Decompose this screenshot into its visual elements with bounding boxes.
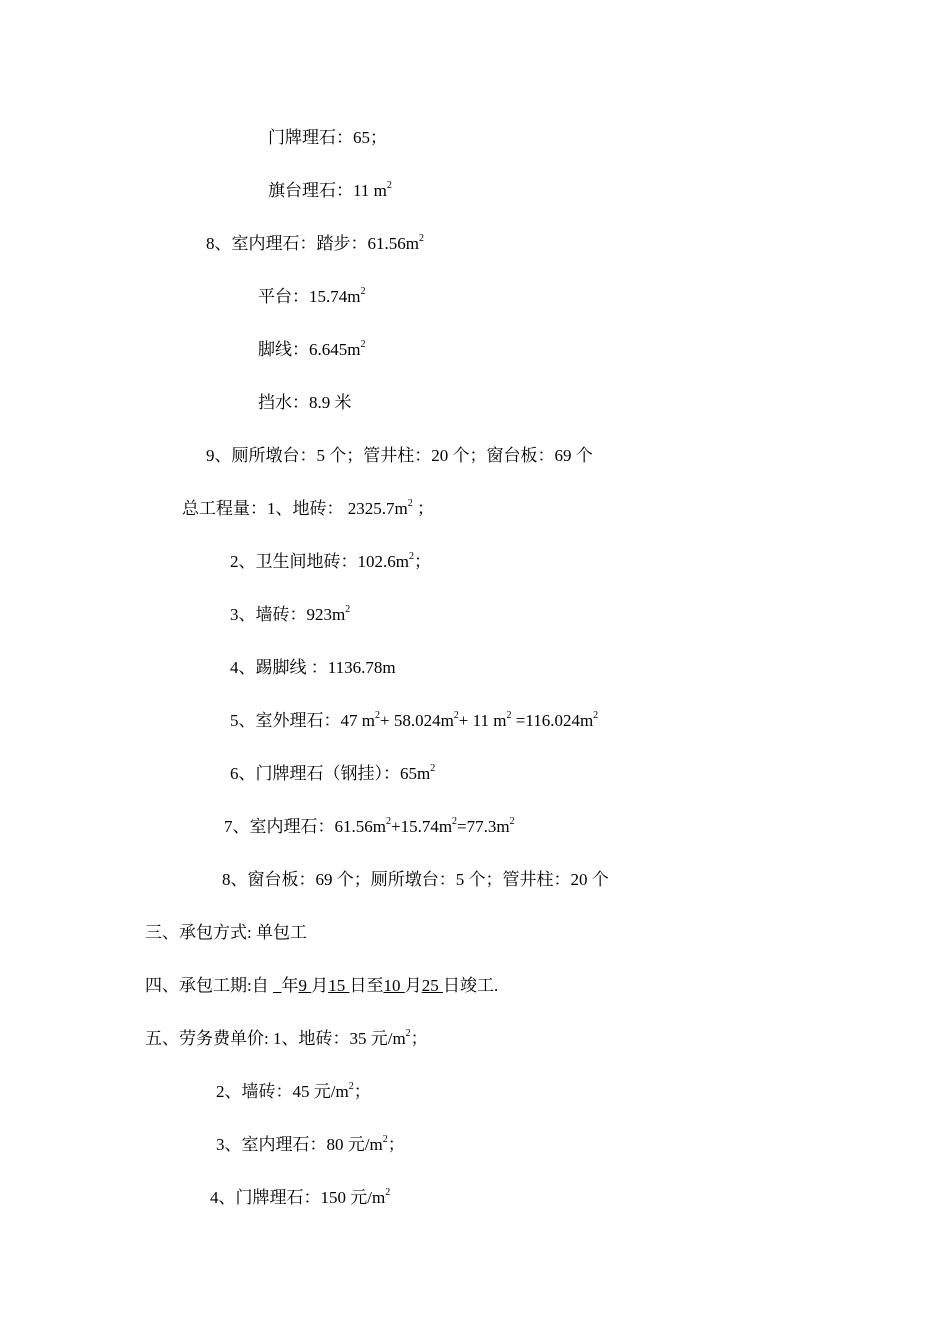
text: 日至 [349,976,384,995]
line-bathroom-tile [230,551,431,573]
underlined-value: 15 [328,976,350,995]
superscript: 2 [345,604,351,616]
text: 3、室内理石：80 元/m [216,1135,383,1154]
text: 四、承包工期:自 [145,976,273,995]
superscript: 2 [509,816,515,828]
superscript: 2 [385,816,391,828]
text: 脚线：6.645m [258,340,361,359]
line-flag-platform-stone [268,180,392,202]
superscript: 2 [382,1134,388,1146]
line-skirting [258,339,365,361]
text: 4、踢脚线 ：1136.78m [230,658,396,677]
text: 平台：15.74m [258,287,361,306]
line-labor-price [145,1028,428,1050]
superscript: 2 [386,180,392,192]
underlined-value: 9 [298,976,312,995]
text: 日竣工. [442,976,499,995]
text: 4、门牌理石：150 元/m [210,1188,386,1207]
line-indoor-stone-price [216,1134,405,1156]
text: 9、厕所墩台：5 个；管井柱：20 个；窗台板：69 个 [206,446,593,465]
text: + 58.024m [379,711,454,730]
line-door-sign-price [210,1187,390,1209]
line-outdoor-stone [230,710,598,732]
text: 3、墙砖：923m [230,605,346,624]
superscript: 2 [430,763,436,775]
line-window-sill [222,869,609,891]
superscript: 2 [374,710,380,722]
text: 6、门牌理石（钢挂）：65m [230,764,431,783]
superscript: 2 [506,710,512,722]
superscript: 2 [418,233,424,245]
text: 总工程量：1、地砖： 2325.7m [182,499,408,518]
text: ； [410,1029,428,1048]
text: ； [387,1135,405,1154]
text: 年 [281,976,299,995]
text: =116.024m [511,711,594,730]
superscript: 2 [593,710,599,722]
superscript: 2 [385,1187,391,1199]
underlined-value: 10 [383,976,405,995]
text: 7、室内理石：61.56m [224,817,386,836]
line-platform [258,286,365,308]
text: 8、室内理石：踏步：61.56m [206,234,419,253]
text: 旗台理石：11 m [268,181,387,200]
text: + 11 m [458,711,507,730]
superscript: 2 [407,498,413,510]
line-toilet-pier [206,445,593,467]
text: ； [353,1082,371,1101]
line-indoor-stone-total [224,816,515,838]
text: +15.74m [390,817,453,836]
line-wall-tile [230,604,350,626]
text: 挡水：8.9 米 [258,393,352,412]
line-contract-period [145,975,498,997]
line-indoor-stone-steps [206,233,424,255]
superscript: 2 [360,339,366,351]
line-water-stop [258,392,352,414]
text: 2、卫生间地砖：102.6m [230,552,409,571]
line-door-sign-steel [230,763,435,785]
superscript: 2 [408,551,414,563]
text: 门牌理石：65； [268,128,387,147]
superscript: 2 [452,816,458,828]
line-door-sign-stone [268,127,387,149]
text: 5、室外理石：47 m [230,711,375,730]
text: ； [413,552,431,571]
superscript: 2 [453,710,459,722]
line-total-quantity [182,498,434,520]
text: 2、墙砖：45 元/m [216,1082,349,1101]
superscript: 2 [360,286,366,298]
text: 8、窗台板：69 个；厕所墩台：5 个；管井柱：20 个 [222,870,609,889]
line-kick-line [230,657,396,679]
text: 三、承包方式: 单包工 [145,923,307,942]
text: 月 [404,976,422,995]
text: 五、劳务费单价: 1、地砖：35 元/m [145,1029,406,1048]
underlined-value: 25 [421,976,443,995]
text: 月 [311,976,329,995]
line-wall-tile-price [216,1081,371,1103]
superscript: 2 [405,1028,411,1040]
superscript: 2 [348,1081,354,1093]
text: =77.3m [457,817,510,836]
text: ； [412,499,434,518]
line-contract-method [145,922,307,944]
